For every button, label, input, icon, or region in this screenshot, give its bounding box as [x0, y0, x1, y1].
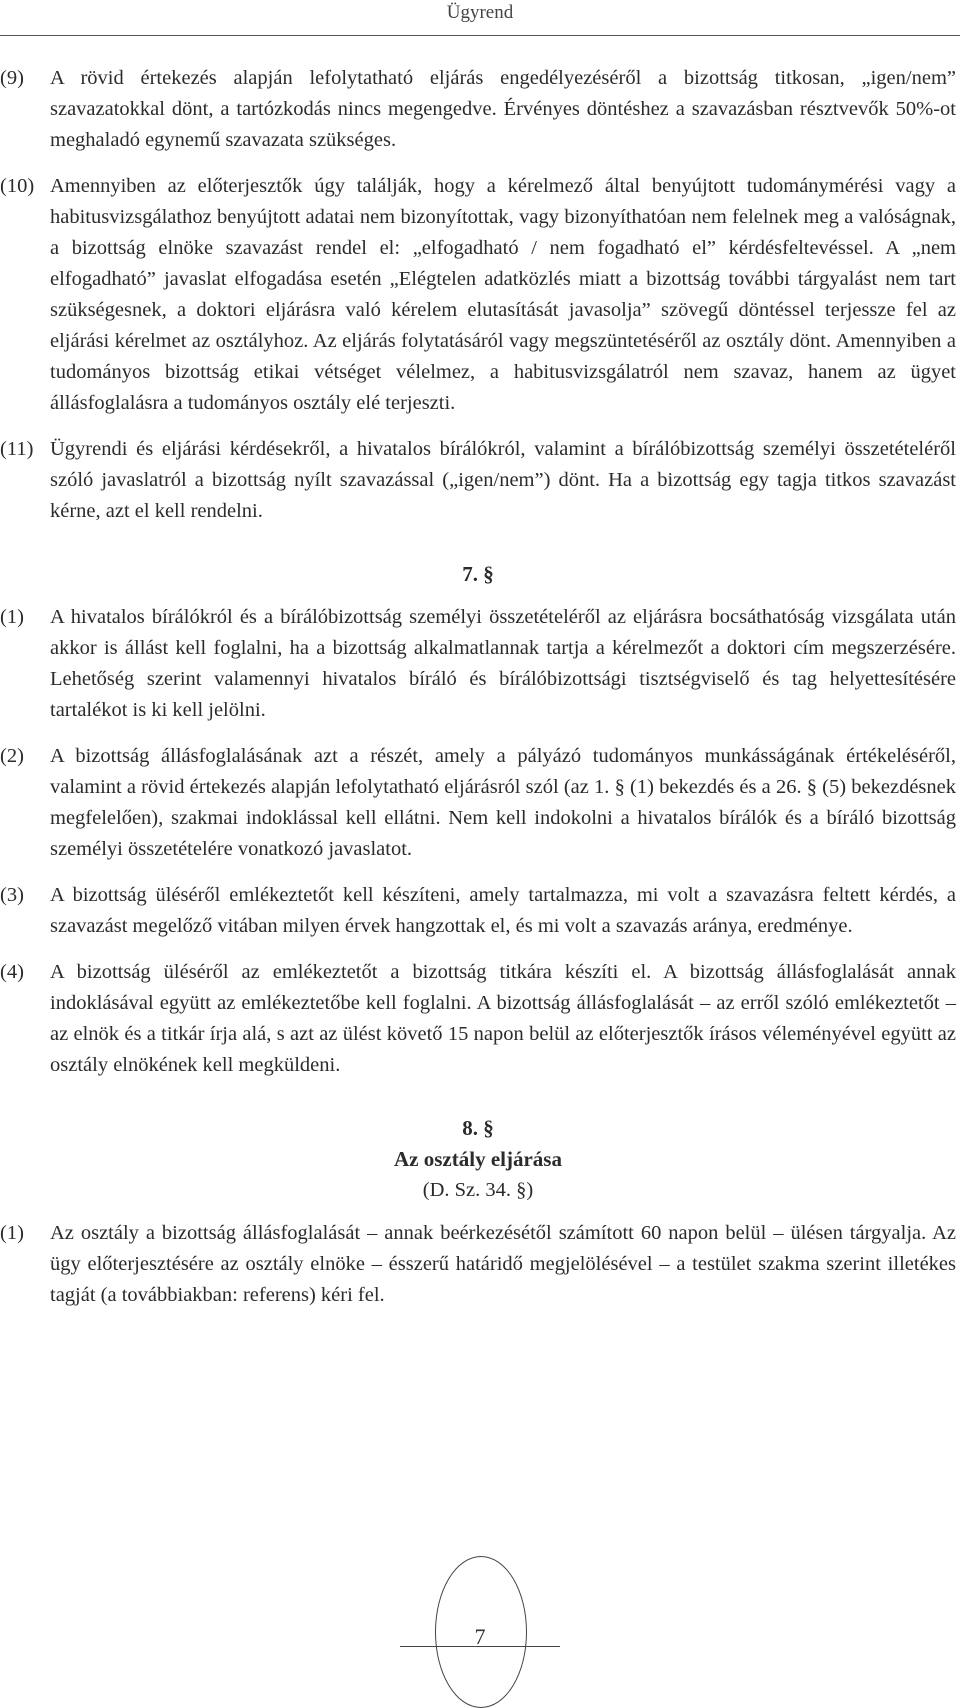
paragraph [0, 63, 956, 156]
paragraph-number: (11) [0, 438, 34, 460]
paragraph-text: Az osztály a bizottság állásfoglalását – annak beérkezésétől számított 60 napon belül – ülésen tárgyalja. Az ügy előterjesztésére az osztály elnöke – ésszerű határidő megjelölésével – a testület szakma szerint illetékes tagját (a továbbiakban: referens) kéri fel. [50, 1222, 956, 1306]
paragraph-text: A bizottság állásfoglalásának azt a részét, amely a pályázó tudományos munkásságának értékeléséről, valamint a rövid értekezés alapján lefolytatható eljárásról szól (az 1. § (1) bekezdés és a 26. § (5) bekezdésnek megfelelően), szakmai indoklással kell ellátni. Nem kell indokolni a hivatalos bírálók és a bíráló bizottság személyi összetételére vonatkozó javaslatot. [50, 745, 956, 860]
paragraph [0, 171, 956, 419]
paragraph [0, 880, 956, 942]
paragraph-number: (9) [0, 67, 24, 89]
paragraph [0, 741, 956, 865]
block-spacer [0, 1206, 956, 1218]
paragraph [0, 1218, 956, 1311]
section-reference: (D. Sz. 34. §) [422, 1179, 534, 1201]
page-number: 7 [474, 1624, 486, 1649]
paragraph-text: A rövid értekezés alapján lefolytatható eljárás engedélyezéséről a bizottság titkosan, „igen/nem” szavazatokkal dönt, a tartózkodás nincs megengedve. Érvényes döntéshez a szavazásban résztvevők 50%-ot meghaladó egynemű szavazata szükséges. [50, 67, 956, 151]
paragraph-text: Ügyrendi és eljárási kérdésekről, a hivatalos bírálókról, valamint a bírálóbizottság személyi összetételéről szóló javaslatról a bizottság nyílt szavazással („igen/nem”) dönt. Ha a bizottság egy tagja titkos szavazást kérne, azt el kell rendelni. [50, 438, 956, 522]
header-rule [0, 35, 960, 36]
paragraph-number: (10) [0, 175, 35, 197]
paragraph-number: (1) [0, 1222, 24, 1244]
paragraph-text: Amennyiben az előterjesztők úgy találják, hogy a kérelmező által benyújtott tudománymérési vagy a habitusvizsgálathoz benyújtott adatai nem bizonyítottak, vagy bizonyíthatóan nem felelnek meg a valóságnak, a bizottság elnöke szavazást rendel el: „elfogadható / nem fogadható el” kérdésfeltevéssel. A „nem elfogadható” javaslat elfogadása esetén „Elégtelen adatközlés miatt a bizottság további tárgyalást nem tart szükségesnek, a doktori eljárásra való kérelem elutasítását javasolja” szövegű döntéssel terjessze fel az eljárási kérelmet az osztályhoz. Az eljárás folytatásáról vagy megszüntetéséről az osztály dönt. Amennyiben a tudományos bizottság etikai vétséget vélelmez, a habitusvizsgálatról nem szavaz, hanem az ügyet állásfoglalásra a tudományos osztály elé terjeszti. [50, 175, 956, 414]
paragraph-number: (1) [0, 606, 24, 628]
paragraph-number: (3) [0, 884, 24, 906]
section-heading: 7. § [462, 562, 494, 586]
paragraph [0, 957, 956, 1081]
block-spacer [0, 1081, 956, 1113]
document-body [0, 63, 956, 1311]
block-spacer [0, 156, 956, 171]
paragraph-text: A bizottság üléséről az emlékeztetőt a bizottság titkára készíti el. A bizottság állásfoglalását annak indoklásával együtt az emlékeztetőbe kell foglalni. A bizottság állásfoglalását – az erről szóló emlékeztetőt – az elnök és a titkár írja alá, s azt az ülést követő 15 napon belül az előterjesztők írásos véleményével együtt az osztály elnökének kell megküldeni. [50, 961, 956, 1076]
paragraph-number: (2) [0, 745, 24, 767]
block-spacer [0, 590, 956, 602]
paragraph [0, 602, 956, 726]
block-spacer [0, 527, 956, 559]
running-header: Ügyrend [446, 2, 514, 23]
block-spacer [0, 865, 956, 880]
paragraph-number: (4) [0, 961, 24, 983]
paragraph-text: A bizottság üléséről emlékeztetőt kell készíteni, amely tartalmazza, mi volt a szavazásra feltett kérdés, a szavazást megelőző vitában milyen érvek hangzottak el, és mi volt a szavazás aránya, eredménye. [50, 884, 956, 937]
block-spacer [0, 942, 956, 957]
block-spacer [0, 419, 956, 434]
paragraph-text: A hivatalos bírálókról és a bírálóbizottság személyi összetételéről az eljárásra bocsáthatóság vizsgálata után akkor is állást kell foglalni, ha a bizottság alkalmatlannak tartja a kérelmezőt a doktori cím megszerzésére. Lehetőség szerint valamennyi hivatalos bíráló és bírálóbizottsági tisztségviselő és tag helyettesítésére tartalékot is ki kell jelölni. [50, 606, 956, 721]
section-title: Az osztály eljárása [394, 1147, 562, 1171]
section-heading: 8. § [462, 1116, 494, 1140]
paragraph [0, 434, 956, 527]
block-spacer [0, 726, 956, 741]
